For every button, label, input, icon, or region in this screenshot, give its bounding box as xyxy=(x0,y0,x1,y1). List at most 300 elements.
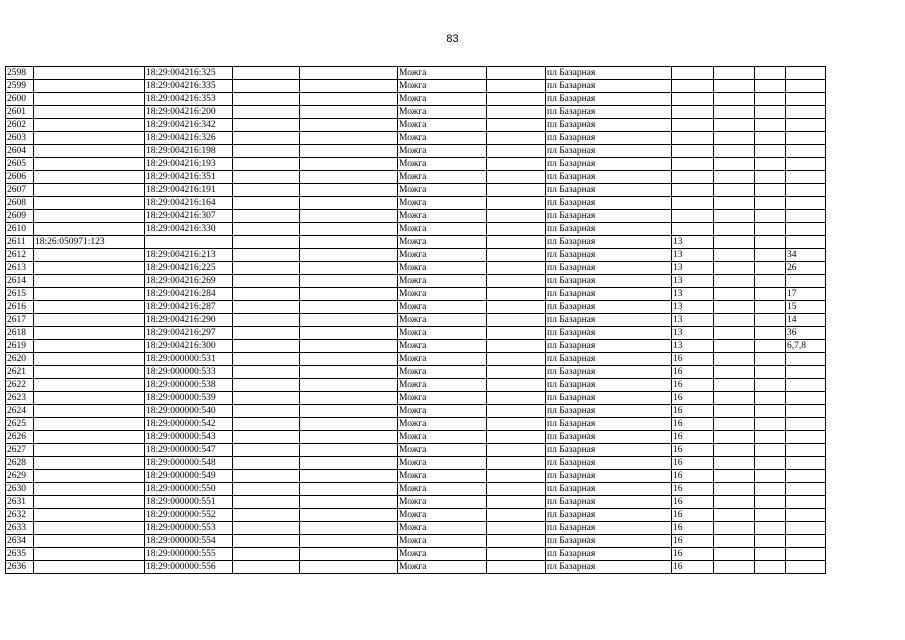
cell-empty xyxy=(300,158,398,171)
cell-house: 16 xyxy=(672,483,714,496)
cell-empty xyxy=(487,535,546,548)
cell-cadastral-number-a xyxy=(34,392,145,405)
cell-cadastral-number-b: 18:29:004216:287 xyxy=(145,301,233,314)
cell-cadastral-number-a xyxy=(34,132,145,145)
cell-empty xyxy=(487,262,546,275)
cell-city: Можга xyxy=(398,275,487,288)
cell-empty xyxy=(755,496,786,509)
cell-house: 16 xyxy=(672,353,714,366)
cell-flat xyxy=(786,93,826,106)
cell-street: пл Базарная xyxy=(546,301,672,314)
cell-empty xyxy=(300,184,398,197)
cell-empty xyxy=(714,106,755,119)
cell-flat xyxy=(786,496,826,509)
cell-flat xyxy=(786,522,826,535)
cell-empty xyxy=(755,483,786,496)
cell-empty xyxy=(487,119,546,132)
cell-empty xyxy=(755,249,786,262)
cell-cadastral-number-b: 18:29:004216:330 xyxy=(145,223,233,236)
cell-empty xyxy=(755,301,786,314)
table-row xyxy=(6,522,826,535)
cell-record-number: 2632 xyxy=(6,509,34,522)
cell-flat xyxy=(786,444,826,457)
cell-empty xyxy=(714,314,755,327)
cell-cadastral-number-b: 18:29:004216:290 xyxy=(145,314,233,327)
cell-empty xyxy=(300,496,398,509)
cell-house: 13 xyxy=(672,340,714,353)
cell-cadastral-number-a xyxy=(34,145,145,158)
cell-record-number: 2600 xyxy=(6,93,34,106)
cell-record-number: 2609 xyxy=(6,210,34,223)
cell-empty xyxy=(300,132,398,145)
cell-empty xyxy=(755,106,786,119)
cell-record-number: 2610 xyxy=(6,223,34,236)
cell-city: Можга xyxy=(398,548,487,561)
cell-empty xyxy=(487,561,546,574)
cell-street: пл Базарная xyxy=(546,470,672,483)
cell-empty xyxy=(714,327,755,340)
cell-empty xyxy=(233,561,300,574)
cell-cadastral-number-a xyxy=(34,314,145,327)
table-row xyxy=(6,431,826,444)
cell-house xyxy=(672,67,714,80)
cell-house: 13 xyxy=(672,314,714,327)
cell-empty xyxy=(755,444,786,457)
cell-empty xyxy=(300,483,398,496)
cell-house: 16 xyxy=(672,522,714,535)
cell-cadastral-number-b: 18:29:004216:351 xyxy=(145,171,233,184)
cell-cadastral-number-a xyxy=(34,210,145,223)
cell-street: пл Базарная xyxy=(546,444,672,457)
cell-cadastral-number-a xyxy=(34,418,145,431)
cell-cadastral-number-a: 18:26:050971:123 xyxy=(34,236,145,249)
table-row xyxy=(6,119,826,132)
cell-empty xyxy=(714,561,755,574)
cell-empty xyxy=(300,353,398,366)
cell-street: пл Базарная xyxy=(546,496,672,509)
cell-city: Можга xyxy=(398,509,487,522)
cell-empty xyxy=(714,470,755,483)
cell-flat xyxy=(786,431,826,444)
cell-city: Можга xyxy=(398,158,487,171)
cell-empty xyxy=(714,405,755,418)
cell-house xyxy=(672,223,714,236)
cell-record-number: 2625 xyxy=(6,418,34,431)
cell-street: пл Базарная xyxy=(546,275,672,288)
table-row xyxy=(6,470,826,483)
cell-street: пл Базарная xyxy=(546,93,672,106)
cell-empty xyxy=(233,210,300,223)
cell-record-number: 2603 xyxy=(6,132,34,145)
cell-street: пл Базарная xyxy=(546,392,672,405)
cell-cadastral-number-a xyxy=(34,249,145,262)
cell-street: пл Базарная xyxy=(546,171,672,184)
cell-empty xyxy=(487,249,546,262)
cell-empty xyxy=(300,93,398,106)
cell-cadastral-number-b: 18:29:000000:540 xyxy=(145,405,233,418)
cell-empty xyxy=(487,210,546,223)
cell-record-number: 2623 xyxy=(6,392,34,405)
cell-house xyxy=(672,171,714,184)
cell-empty xyxy=(233,93,300,106)
cell-cadastral-number-b: 18:29:004216:198 xyxy=(145,145,233,158)
cell-empty xyxy=(487,301,546,314)
cell-empty xyxy=(755,509,786,522)
cell-record-number: 2621 xyxy=(6,366,34,379)
cell-empty xyxy=(300,548,398,561)
cell-empty xyxy=(755,379,786,392)
cell-cadastral-number-b: 18:29:000000:555 xyxy=(145,548,233,561)
cell-flat: 26 xyxy=(786,262,826,275)
cell-record-number: 2614 xyxy=(6,275,34,288)
cell-cadastral-number-b: 18:29:000000:549 xyxy=(145,470,233,483)
cell-cadastral-number-b: 18:29:004216:326 xyxy=(145,132,233,145)
cell-empty xyxy=(233,184,300,197)
cell-empty xyxy=(714,223,755,236)
cell-empty xyxy=(300,119,398,132)
cell-flat: 17 xyxy=(786,288,826,301)
cell-cadastral-number-b: 18:29:000000:553 xyxy=(145,522,233,535)
cell-empty xyxy=(233,509,300,522)
cell-empty xyxy=(714,457,755,470)
cell-empty xyxy=(487,145,546,158)
table-row xyxy=(6,132,826,145)
table-row xyxy=(6,509,826,522)
cell-city: Можга xyxy=(398,301,487,314)
cell-empty xyxy=(755,366,786,379)
table-row xyxy=(6,327,826,340)
cell-cadastral-number-b: 18:29:000000:552 xyxy=(145,509,233,522)
cell-empty xyxy=(233,236,300,249)
cell-empty xyxy=(300,340,398,353)
cell-house: 16 xyxy=(672,431,714,444)
table-row xyxy=(6,301,826,314)
cell-flat xyxy=(786,535,826,548)
cell-empty xyxy=(714,366,755,379)
cell-empty xyxy=(755,67,786,80)
cell-city: Можга xyxy=(398,262,487,275)
cell-empty xyxy=(755,275,786,288)
cell-house: 16 xyxy=(672,496,714,509)
table-row xyxy=(6,535,826,548)
cell-house: 16 xyxy=(672,405,714,418)
cell-empty xyxy=(300,379,398,392)
cell-empty xyxy=(755,548,786,561)
cell-record-number: 2613 xyxy=(6,262,34,275)
cell-empty xyxy=(714,379,755,392)
cell-cadastral-number-b: 18:29:000000:551 xyxy=(145,496,233,509)
cell-empty xyxy=(755,171,786,184)
cell-empty xyxy=(233,275,300,288)
cell-empty xyxy=(755,561,786,574)
cell-empty xyxy=(755,210,786,223)
cell-city: Можга xyxy=(398,418,487,431)
cell-house: 16 xyxy=(672,535,714,548)
cell-city: Можга xyxy=(398,171,487,184)
cell-city: Можга xyxy=(398,483,487,496)
cell-street: пл Базарная xyxy=(546,158,672,171)
cell-street: пл Базарная xyxy=(546,262,672,275)
cell-cadastral-number-a xyxy=(34,522,145,535)
cell-record-number: 2598 xyxy=(6,67,34,80)
cell-flat xyxy=(786,67,826,80)
cell-record-number: 2626 xyxy=(6,431,34,444)
cell-empty xyxy=(300,431,398,444)
cell-flat xyxy=(786,119,826,132)
cell-empty xyxy=(714,249,755,262)
cell-flat: 36 xyxy=(786,327,826,340)
cell-empty xyxy=(714,431,755,444)
cell-empty xyxy=(300,444,398,457)
cell-street: пл Базарная xyxy=(546,353,672,366)
cell-empty xyxy=(487,197,546,210)
cell-house: 16 xyxy=(672,457,714,470)
cell-street: пл Базарная xyxy=(546,119,672,132)
cell-empty xyxy=(714,392,755,405)
cell-empty xyxy=(487,327,546,340)
cell-empty xyxy=(714,418,755,431)
cell-empty xyxy=(233,158,300,171)
cell-cadastral-number-a xyxy=(34,470,145,483)
cell-record-number: 2601 xyxy=(6,106,34,119)
cell-empty xyxy=(233,522,300,535)
cell-city: Можга xyxy=(398,67,487,80)
cell-empty xyxy=(487,457,546,470)
cell-empty xyxy=(755,327,786,340)
cell-empty xyxy=(755,93,786,106)
cell-empty xyxy=(714,93,755,106)
cell-empty xyxy=(233,535,300,548)
cell-empty xyxy=(487,392,546,405)
cell-flat xyxy=(786,548,826,561)
cell-record-number: 2628 xyxy=(6,457,34,470)
cell-record-number: 2607 xyxy=(6,184,34,197)
cell-flat xyxy=(786,405,826,418)
cell-house: 16 xyxy=(672,379,714,392)
cell-empty xyxy=(233,145,300,158)
cell-empty xyxy=(233,431,300,444)
cell-cadastral-number-b: 18:29:004216:297 xyxy=(145,327,233,340)
cell-empty xyxy=(487,522,546,535)
cell-empty xyxy=(714,509,755,522)
cell-cadastral-number-a xyxy=(34,275,145,288)
cell-street: пл Базарная xyxy=(546,80,672,93)
cell-house: 16 xyxy=(672,548,714,561)
cell-city: Можга xyxy=(398,145,487,158)
cell-record-number: 2620 xyxy=(6,353,34,366)
table-row xyxy=(6,444,826,457)
table-row xyxy=(6,184,826,197)
cell-cadastral-number-a xyxy=(34,405,145,418)
cell-city: Можга xyxy=(398,132,487,145)
table-row xyxy=(6,106,826,119)
cell-empty xyxy=(487,275,546,288)
cell-empty xyxy=(300,288,398,301)
cell-empty xyxy=(755,223,786,236)
cell-street: пл Базарная xyxy=(546,327,672,340)
cell-flat xyxy=(786,392,826,405)
cell-street: пл Базарная xyxy=(546,366,672,379)
cell-empty xyxy=(755,132,786,145)
cell-house: 16 xyxy=(672,392,714,405)
cell-flat xyxy=(786,561,826,574)
cell-empty xyxy=(714,67,755,80)
cell-city: Можга xyxy=(398,535,487,548)
cell-empty xyxy=(233,392,300,405)
cell-empty xyxy=(300,535,398,548)
cell-cadastral-number-b: 18:29:004216:193 xyxy=(145,158,233,171)
table-row xyxy=(6,171,826,184)
cell-empty xyxy=(300,509,398,522)
cell-street: пл Базарная xyxy=(546,223,672,236)
cell-flat xyxy=(786,509,826,522)
cell-cadastral-number-b: 18:29:004216:342 xyxy=(145,119,233,132)
table-row xyxy=(6,145,826,158)
cell-empty xyxy=(300,249,398,262)
cell-flat xyxy=(786,197,826,210)
cell-cadastral-number-b: 18:29:004216:213 xyxy=(145,249,233,262)
cell-empty xyxy=(714,145,755,158)
cell-cadastral-number-a xyxy=(34,496,145,509)
cell-cadastral-number-b: 18:29:004216:225 xyxy=(145,262,233,275)
cell-cadastral-number-b: 18:29:000000:554 xyxy=(145,535,233,548)
cell-street: пл Базарная xyxy=(546,145,672,158)
table-row xyxy=(6,288,826,301)
cell-empty xyxy=(714,184,755,197)
cell-house xyxy=(672,158,714,171)
table-row xyxy=(6,93,826,106)
cell-city: Можга xyxy=(398,314,487,327)
cell-cadastral-number-b: 18:29:000000:539 xyxy=(145,392,233,405)
cell-empty xyxy=(233,314,300,327)
table-row xyxy=(6,483,826,496)
cell-cadastral-number-a xyxy=(34,184,145,197)
cell-city: Можга xyxy=(398,288,487,301)
cell-street: пл Базарная xyxy=(546,184,672,197)
cell-street: пл Базарная xyxy=(546,418,672,431)
cell-cadastral-number-a xyxy=(34,67,145,80)
cell-empty xyxy=(300,405,398,418)
cell-empty xyxy=(300,301,398,314)
cell-flat xyxy=(786,80,826,93)
cell-record-number: 2636 xyxy=(6,561,34,574)
cell-empty xyxy=(755,431,786,444)
cell-street: пл Базарная xyxy=(546,405,672,418)
cell-city: Можга xyxy=(398,457,487,470)
cell-cadastral-number-b: 18:29:000000:543 xyxy=(145,431,233,444)
cell-record-number: 2616 xyxy=(6,301,34,314)
cell-empty xyxy=(233,249,300,262)
cell-flat xyxy=(786,184,826,197)
cell-empty xyxy=(714,353,755,366)
cell-record-number: 2618 xyxy=(6,327,34,340)
cell-empty xyxy=(714,262,755,275)
cell-cadastral-number-b: 18:29:004216:307 xyxy=(145,210,233,223)
cell-empty xyxy=(714,80,755,93)
cell-empty xyxy=(487,288,546,301)
cell-empty xyxy=(233,418,300,431)
cell-cadastral-number-b: 18:29:004216:269 xyxy=(145,275,233,288)
cell-empty xyxy=(755,457,786,470)
cell-empty xyxy=(233,262,300,275)
cell-flat xyxy=(786,132,826,145)
cell-empty xyxy=(300,210,398,223)
cell-empty xyxy=(714,275,755,288)
cell-cadastral-number-a xyxy=(34,301,145,314)
cell-cadastral-number-b: 18:29:000000:533 xyxy=(145,366,233,379)
cell-empty xyxy=(487,379,546,392)
cell-empty xyxy=(755,470,786,483)
cell-house xyxy=(672,119,714,132)
cell-street: пл Базарная xyxy=(546,288,672,301)
cell-cadastral-number-a xyxy=(34,93,145,106)
table-row xyxy=(6,405,826,418)
cell-record-number: 2615 xyxy=(6,288,34,301)
cell-house: 13 xyxy=(672,327,714,340)
cell-cadastral-number-a xyxy=(34,509,145,522)
cell-empty xyxy=(300,327,398,340)
cell-cadastral-number-a xyxy=(34,327,145,340)
cell-empty xyxy=(487,366,546,379)
cell-empty xyxy=(714,444,755,457)
cell-empty xyxy=(714,171,755,184)
cell-empty xyxy=(300,80,398,93)
cell-record-number: 2627 xyxy=(6,444,34,457)
cell-empty xyxy=(300,171,398,184)
cell-empty xyxy=(714,236,755,249)
table-row xyxy=(6,67,826,80)
cell-street: пл Базарная xyxy=(546,431,672,444)
cell-empty xyxy=(755,262,786,275)
table-row xyxy=(6,548,826,561)
cell-city: Можга xyxy=(398,223,487,236)
cell-empty xyxy=(233,223,300,236)
cell-record-number: 2629 xyxy=(6,470,34,483)
cell-city: Можга xyxy=(398,379,487,392)
cell-empty xyxy=(487,353,546,366)
cell-empty xyxy=(714,483,755,496)
cell-record-number: 2604 xyxy=(6,145,34,158)
cell-house: 13 xyxy=(672,301,714,314)
cell-record-number: 2635 xyxy=(6,548,34,561)
cell-cadastral-number-a xyxy=(34,223,145,236)
table-row xyxy=(6,340,826,353)
cell-empty xyxy=(233,379,300,392)
cell-empty xyxy=(487,509,546,522)
cell-cadastral-number-a xyxy=(34,535,145,548)
cell-empty xyxy=(487,184,546,197)
cell-flat xyxy=(786,210,826,223)
table-row xyxy=(6,457,826,470)
cell-cadastral-number-a xyxy=(34,80,145,93)
cell-street: пл Базарная xyxy=(546,249,672,262)
cell-empty xyxy=(300,522,398,535)
cell-cadastral-number-a xyxy=(34,366,145,379)
cell-empty xyxy=(300,275,398,288)
cell-cadastral-number-b: 18:29:000000:531 xyxy=(145,353,233,366)
cell-empty xyxy=(487,223,546,236)
cell-empty xyxy=(714,535,755,548)
cell-cadastral-number-a xyxy=(34,340,145,353)
cell-record-number: 2619 xyxy=(6,340,34,353)
registry-body xyxy=(6,67,826,574)
cell-city: Можга xyxy=(398,210,487,223)
cell-empty xyxy=(300,457,398,470)
cell-cadastral-number-b: 18:29:004216:300 xyxy=(145,340,233,353)
cell-empty xyxy=(233,470,300,483)
cell-street: пл Базарная xyxy=(546,561,672,574)
cell-cadastral-number-a xyxy=(34,119,145,132)
